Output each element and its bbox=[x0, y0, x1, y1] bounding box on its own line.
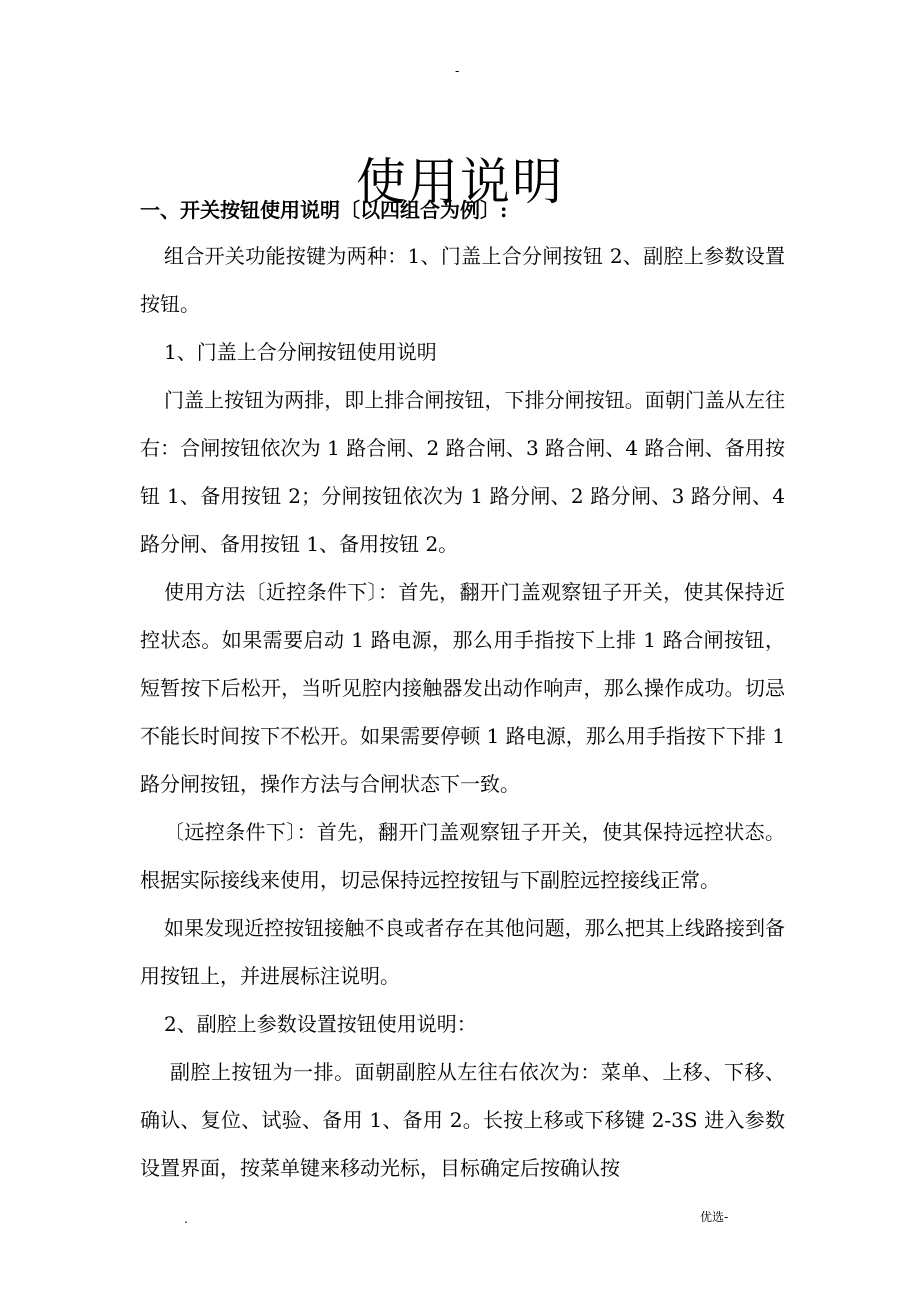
paragraph-door-buttons: 门盖上按钮为两排，即上排合闸按钮，下排分闸按钮。面朝门盖从左往右：合闸按钮依次为 1 路合闸、2 路合闸、3 路合闸、4 路合闸、备用按钮 1、备用按钮 2；分闸按钮依次为 1 路分闸、2 路分闸、3 路分闸、4 路分闸、备用按钮 1、备用按钮 2。 bbox=[140, 388, 785, 556]
document-title: 使用说明 bbox=[356, 152, 564, 211]
footer-dot: . bbox=[184, 1212, 188, 1226]
footer-text: 优选- bbox=[700, 1210, 729, 1224]
paragraph-local-control: 使用方法〔近控条件下〕：首先，翻开门盖观察钮子开关，使其保持近控状态。如果需要启动 1 路电源，那么用手指按下上排 1 路合闸按钮，短暂按下后松开，当听见腔内接触器发出动作响声，那么操作成功。切忌不能长时间按下不松开。如果需要停顿 1 路电源，那么用手指按下下排 1 路分闸按钮，操作方法与合闸状态下一致。 bbox=[140, 580, 785, 796]
paragraph-aux-buttons: 副腔上按钮为一排。面朝副腔从左往右依次为：菜单、上移、下移、确认、复位、试验、备用 1、备用 2。长按上移或下移键 2-3S 进入参数设置界面，按菜单键来移动光标，目标确定后按确认按 bbox=[140, 1060, 785, 1180]
subheading-aux-buttons: 2、副腔上参数设置按钮使用说明： bbox=[164, 1012, 477, 1036]
subheading-door-buttons: 1、门盖上合分闸按钮使用说明 bbox=[164, 340, 437, 364]
header-mark: - bbox=[455, 64, 460, 79]
paragraph-intro: 组合开关功能按键为两种：1、门盖上合分闸按钮 2、副腔上参数设置按钮。 bbox=[140, 244, 785, 316]
section-heading: 一、开关按钮使用说明〔以四组合为例〕: bbox=[140, 198, 508, 222]
document-body bbox=[140, 232, 785, 1192]
paragraph-remote-control: 〔远控条件下〕：首先，翻开门盖观察钮子开关，使其保持远控状态。根据实际接线来使用，切忌保持远控按钮与下副腔远控接线正常。 bbox=[140, 820, 785, 892]
paragraph-spare-buttons: 如果发现近控按钮接触不良或者存在其他问题，那么把其上线路接到备用按钮上，并进展标注说明。 bbox=[140, 916, 785, 988]
